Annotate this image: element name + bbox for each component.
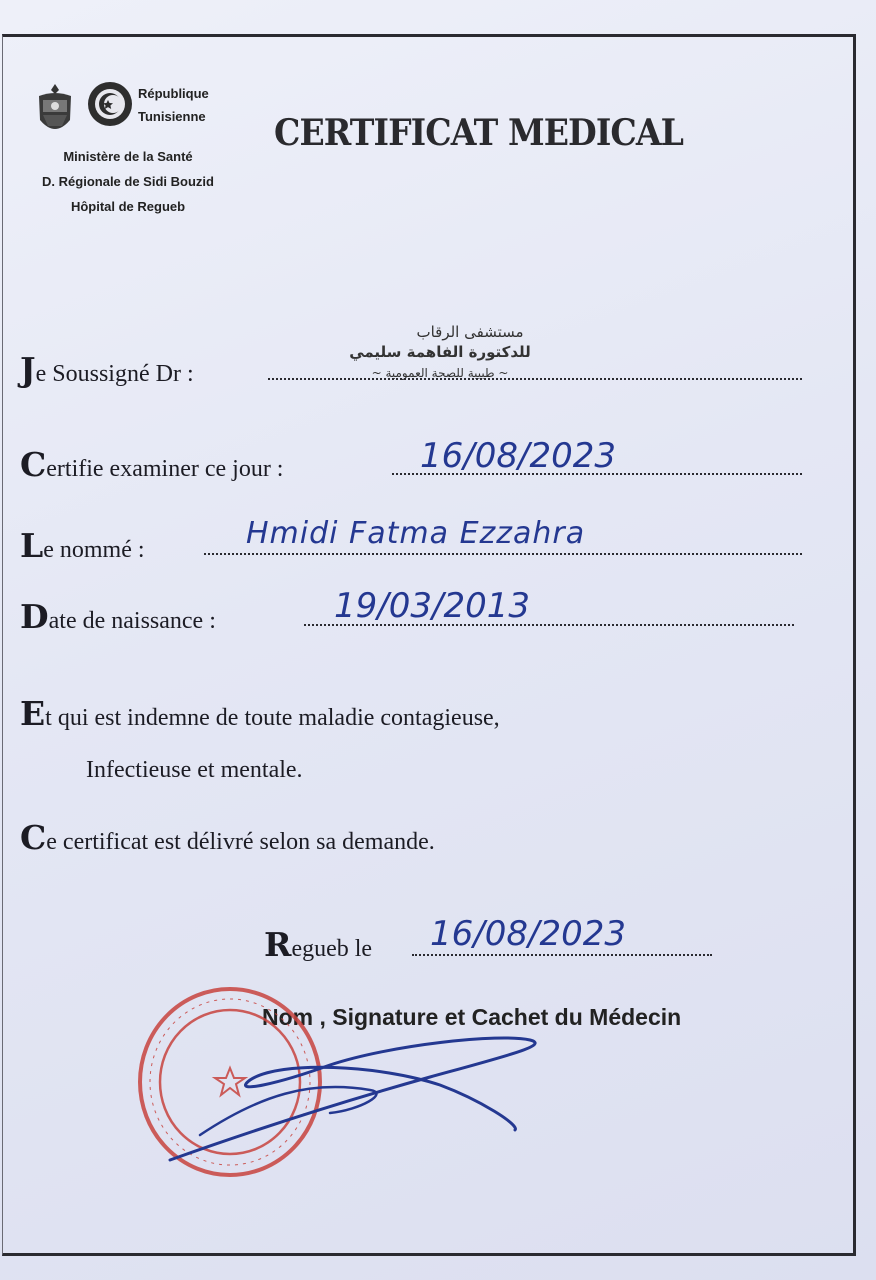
soussigne-label (20, 350, 194, 389)
birth-date-handwritten: 19/03/2013 (334, 586, 530, 626)
issue-date-handwritten: 16/08/2023 (430, 914, 626, 954)
soussigne-initial: J (20, 350, 36, 389)
hospital-label: Hôpital de Regueb (70, 199, 186, 214)
patient-name-handwritten: Hmidi Fatma Ezzahra (246, 516, 586, 551)
place-date-dotted-line (412, 954, 712, 956)
naissance-initial: D (20, 597, 49, 636)
indemne-statement (20, 694, 500, 733)
doctor-signature-icon (170, 1038, 535, 1160)
red-stamp-icon (130, 985, 550, 1185)
document-title: CERTIFICAT MEDICAL (274, 112, 684, 154)
certifie-initial: C (20, 445, 47, 484)
signature-title: Nom , Signature et Cachet du Médecin (262, 1004, 682, 1030)
ce-initial: C (20, 818, 47, 857)
regueb-initial: R (264, 925, 292, 964)
letterhead (30, 78, 230, 238)
ministry-label: Ministère de la Santé (63, 149, 193, 164)
certifie-text: ertifie examiner ce jour : (46, 456, 284, 482)
soussigne-text: e Soussigné Dr : (35, 361, 194, 387)
republic-label (138, 82, 209, 128)
et-initial: E (20, 694, 46, 733)
nomme-label (20, 526, 145, 565)
nomme-dotted-line (204, 553, 802, 555)
naissance-label (20, 597, 216, 636)
coat-of-arms-icon (34, 82, 76, 140)
certifie-label (20, 445, 283, 484)
region-label: D. Régionale de Sidi Bouzid (42, 174, 214, 189)
regueb-text: egueb le (291, 936, 373, 962)
soussigne-dotted-line (268, 378, 802, 380)
place-date-label (264, 925, 372, 964)
ministry-block (38, 144, 218, 219)
certifie-date-handwritten: 16/08/2023 (420, 436, 616, 476)
delivre-statement (20, 818, 435, 857)
stamp-line-hospital: مستشفى الرقاب (416, 323, 524, 341)
nomme-text: e nommé : (43, 537, 145, 563)
republic-line1: République (138, 86, 209, 101)
ce-text: e certificat est délivré selon sa demande. (46, 829, 435, 855)
stamp-line-doctor: للدكتورة الفاهمة سليمي (349, 343, 531, 361)
nomme-initial: L (20, 526, 44, 565)
stamp-line-title: ~ طبيبة للصحة العمومية ~ (371, 366, 509, 380)
et-text: t qui est indemne de toute maladie contagieuse, (45, 705, 500, 731)
doctor-stamp-text (320, 322, 560, 384)
infectieuse-line: Infectieuse et mentale. (86, 757, 303, 783)
national-seal-icon (86, 80, 134, 128)
naissance-text: ate de naissance : (48, 608, 216, 634)
republic-line2: Tunisienne (138, 109, 206, 124)
